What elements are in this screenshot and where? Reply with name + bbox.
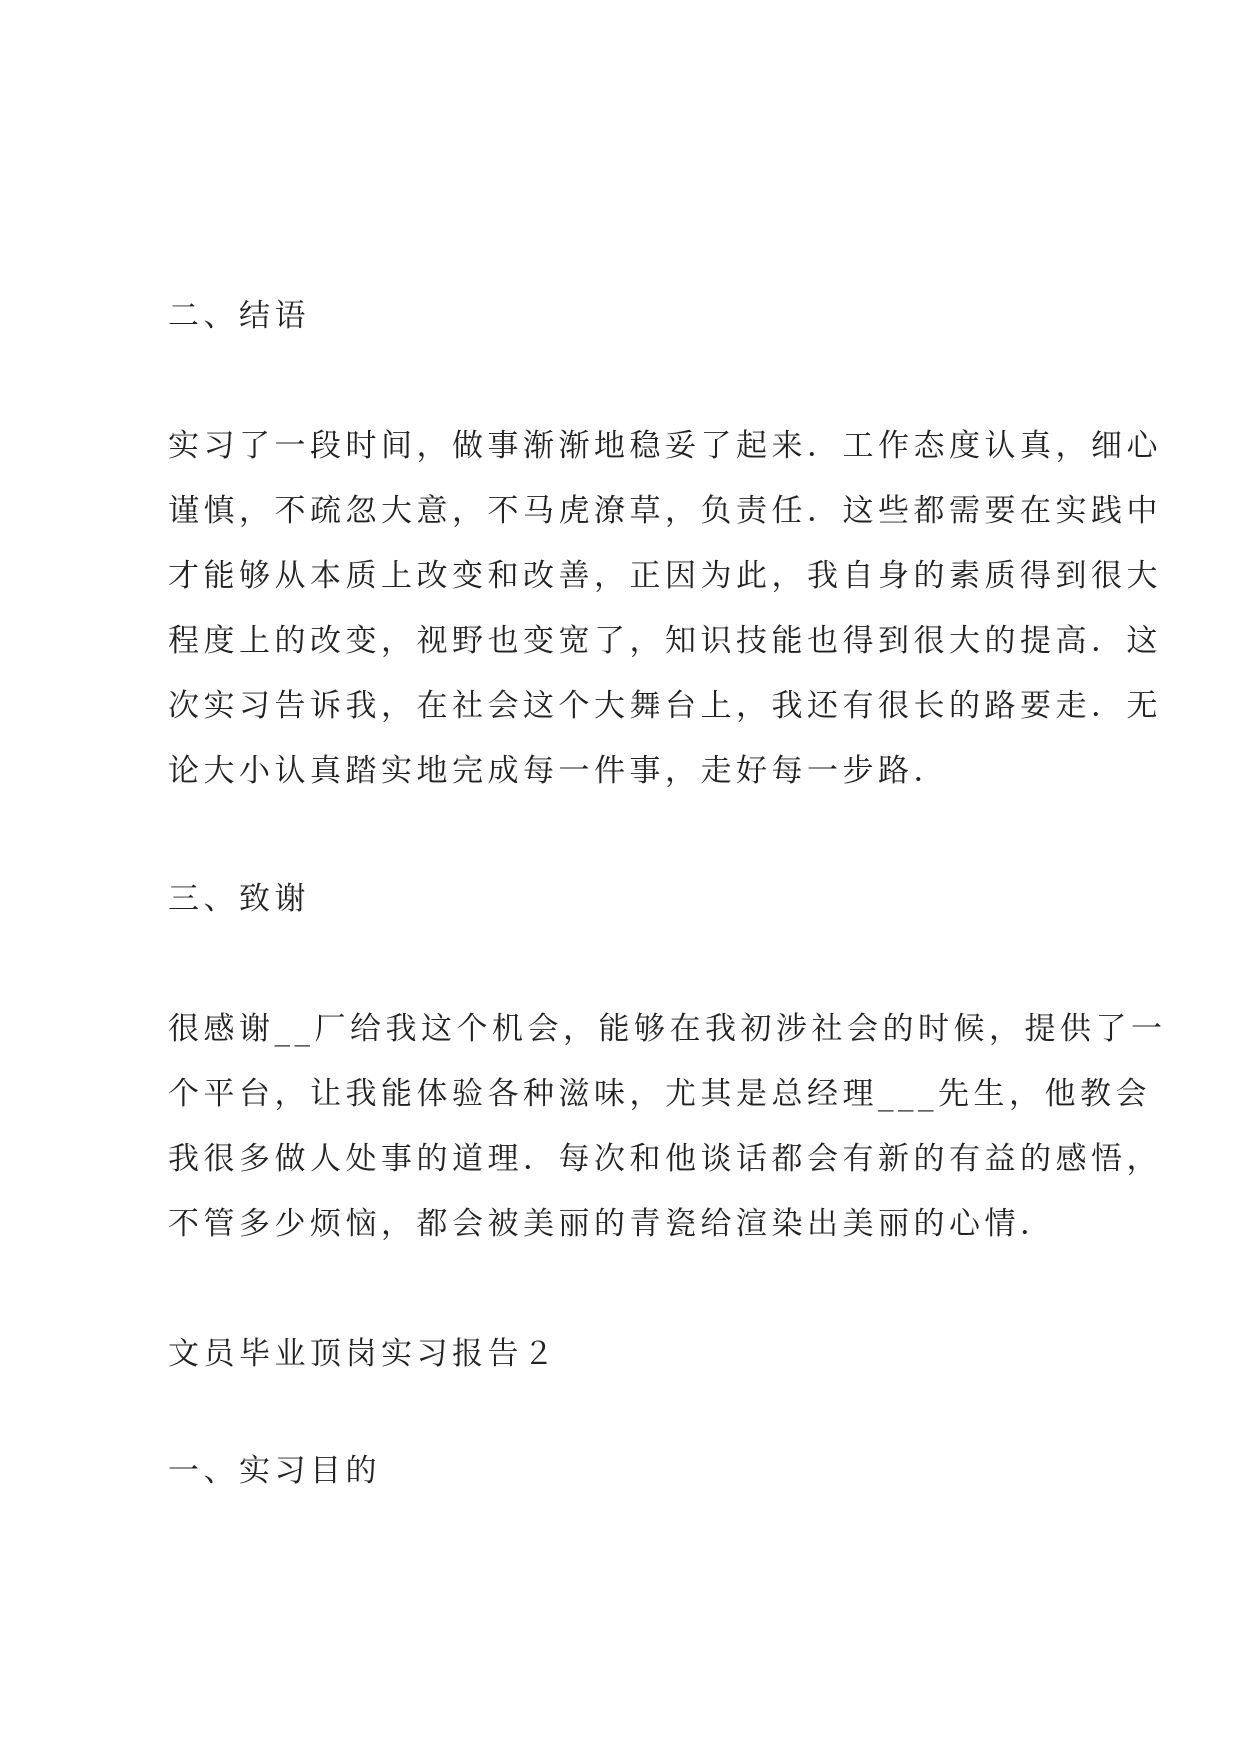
paragraph-line: 谨慎，不疏忽大意，不马虎潦草，负责任．这些都需要在实践中 [168,493,1162,529]
paragraph-line: 不管多少烦恼，都会被美丽的青瓷给渲染出美丽的心情． [168,1206,1056,1242]
paragraph-line: 论大小认真踏实地完成每一件事，走好每一步路． [168,753,949,789]
section-heading-acknowledgement: 三、致谢 [168,881,310,917]
paragraph-line: 我很多做人处事的道理．每次和他谈话都会有新的有益的感悟， [168,1141,1162,1177]
paragraph-line: 次实习告诉我，在社会这个大舞台上，我还有很长的路要走．无 [168,688,1162,724]
section-heading-purpose: 一、实习目的 [168,1453,381,1489]
acknowledgement-paragraph [168,997,1167,1257]
report-title: 文员毕业顶岗实习报告２ [168,1336,559,1372]
paragraph-line: 个平台，让我能体验各种滋味，尤其是总经理___先生，他教会 [168,1076,1151,1112]
paragraph-line: 实习了一段时间，做事渐渐地稳妥了起来．工作态度认真，细心 [168,428,1162,464]
conclusion-paragraph [168,414,1162,804]
section-heading-conclusion: 二、结语 [168,298,310,334]
paragraph-line: 程度上的改变，视野也变宽了，知识技能也得到很大的提高．这 [168,623,1162,659]
paragraph-line: 才能够从本质上改变和改善，正因为此，我自身的素质得到很大 [168,558,1162,594]
paragraph-line: 很感谢__厂给我这个机会，能够在我初涉社会的时候，提供了一 [168,1011,1167,1047]
